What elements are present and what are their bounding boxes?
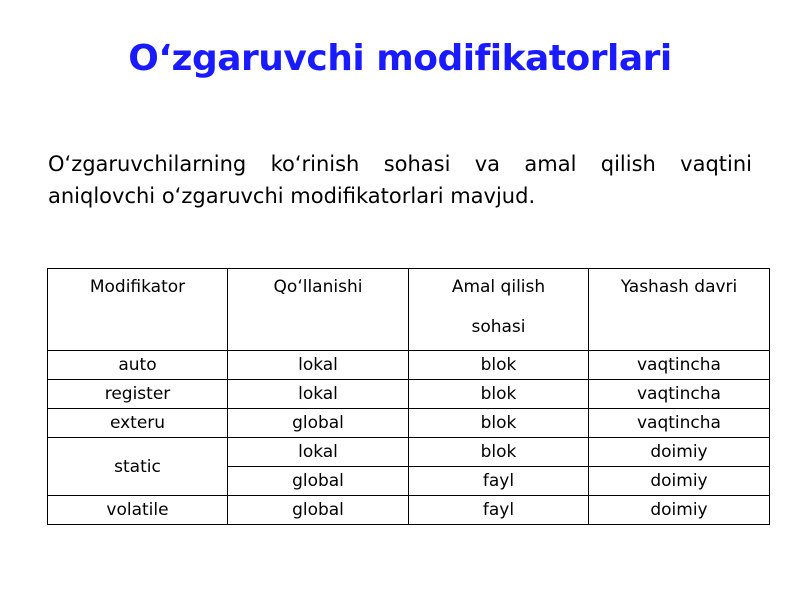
cell-lifetime: vaqtincha (589, 380, 770, 409)
cell-modifier: exteru (48, 409, 228, 438)
intro-paragraph: Oʻzgaruvchilarning koʻrinish sohasi va amal qilish vaqtini aniqlovchi oʻzgaruvchi modifikatorlari mavjud. (48, 152, 752, 208)
table-row (48, 438, 770, 467)
cell-lifetime: doimiy (589, 438, 770, 467)
modifiers-table (47, 268, 770, 525)
cell-scope: blok (409, 409, 589, 438)
table-row (48, 496, 770, 525)
cell-usage: global (228, 496, 409, 525)
cell-usage: lokal (228, 351, 409, 380)
table-row (48, 351, 770, 380)
cell-scope: fayl (409, 496, 589, 525)
cell-lifetime: vaqtincha (589, 351, 770, 380)
cell-scope: blok (409, 438, 589, 467)
cell-lifetime: vaqtincha (589, 409, 770, 438)
cell-usage: global (228, 467, 409, 496)
cell-scope: blok (409, 380, 589, 409)
cell-modifier: auto (48, 351, 228, 380)
table-row (48, 380, 770, 409)
cell-modifier: register (48, 380, 228, 409)
cell-usage: lokal (228, 380, 409, 409)
header-lifetime: Yashash davri (589, 269, 770, 351)
header-usage: Qoʻllanishi (228, 269, 409, 351)
cell-scope: fayl (409, 467, 589, 496)
header-scope-line1: Amal qilish (451, 277, 546, 297)
cell-scope: blok (409, 351, 589, 380)
table-row (48, 409, 770, 438)
cell-lifetime: doimiy (589, 496, 770, 525)
cell-usage: global (228, 409, 409, 438)
table-header-row (48, 269, 770, 351)
cell-modifier: volatile (48, 496, 228, 525)
header-modifier: Modifikator (48, 269, 228, 351)
slide-title: Oʻzgaruvchi modifikatorlari (128, 38, 672, 79)
header-scope (409, 269, 589, 351)
cell-lifetime: doimiy (589, 467, 770, 496)
header-scope-line2: sohasi (471, 317, 526, 337)
cell-modifier: static (48, 438, 228, 496)
cell-usage: lokal (228, 438, 409, 467)
